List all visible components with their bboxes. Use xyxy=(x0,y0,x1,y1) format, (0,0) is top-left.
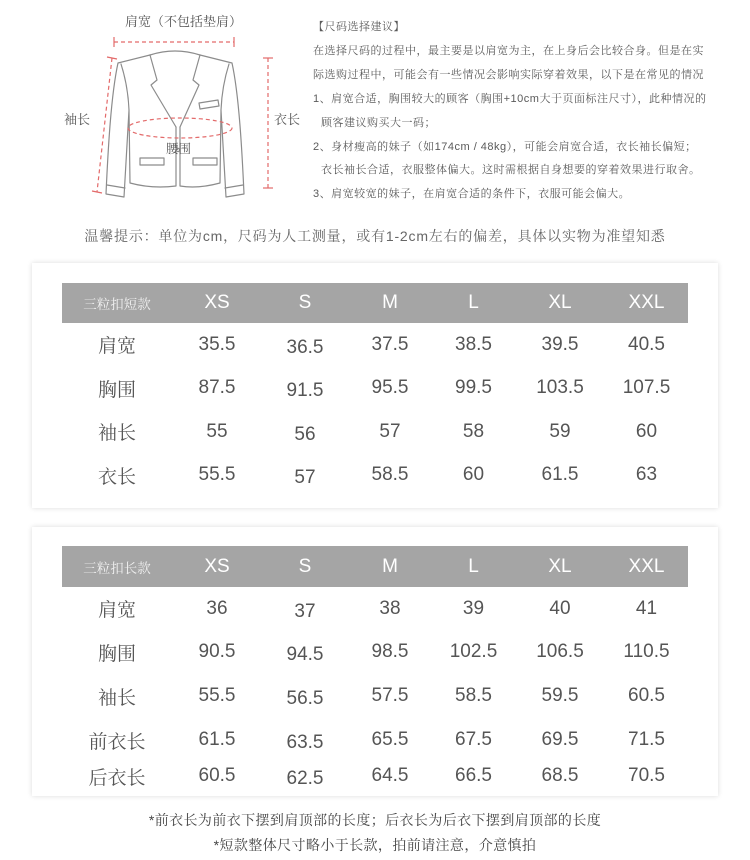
row-label: 袖长 xyxy=(97,687,136,709)
cell-value: 57.5 xyxy=(371,685,409,706)
cell-value: 37 xyxy=(294,600,316,622)
cell-value: 65.5 xyxy=(371,729,409,750)
cell-value: 99.5 xyxy=(455,377,492,399)
size-header-l: L xyxy=(468,555,479,577)
table-row xyxy=(62,587,688,630)
table-row xyxy=(62,323,688,367)
row-label: 衣长 xyxy=(97,466,136,488)
size-header-xs: XS xyxy=(204,555,230,577)
right-lapel xyxy=(180,55,200,127)
advice-item-line: 1、肩宽合适，胸围较大的顾客（胸围+10cm大于页面标注尺寸），此种情况的 xyxy=(313,92,707,105)
waist-label: 腰围 xyxy=(166,142,192,156)
cell-value: 70.5 xyxy=(628,765,665,786)
table-header-row xyxy=(62,546,688,587)
cell-value: 94.5 xyxy=(286,644,324,665)
table-row xyxy=(62,630,688,674)
cell-value: 106.5 xyxy=(536,641,584,662)
cell-value: 58.5 xyxy=(455,685,492,706)
table-row xyxy=(62,367,688,411)
cell-value: 35.5 xyxy=(198,333,236,355)
cell-value: 60.5 xyxy=(198,765,236,786)
advice-item-line: 2、身材瘦高的妹子（如174cm / 48kg），可能会肩宽合适，衣长袖长偏短； xyxy=(313,140,697,153)
jacket-right-half xyxy=(180,55,244,197)
cell-value: 36.5 xyxy=(286,336,324,358)
jacket-left-half xyxy=(106,55,176,197)
cell-value: 68.5 xyxy=(541,765,579,786)
cell-value: 95.5 xyxy=(371,377,409,399)
size-header-xxl: XXL xyxy=(628,292,665,313)
table-row xyxy=(62,410,688,454)
cell-value: 60.5 xyxy=(628,685,665,706)
tip-text: 温馨提示：单位为cm，尺码为人工测量，或有1-2cm左右的偏差，具体以实物为准望知悉 xyxy=(84,228,666,244)
cell-value: 56 xyxy=(294,423,316,445)
size-header-xl: XL xyxy=(548,292,572,313)
cell-value: 98.5 xyxy=(371,641,409,662)
collar xyxy=(150,51,200,55)
cell-value: 71.5 xyxy=(628,729,665,750)
cell-value: 110.5 xyxy=(623,641,670,662)
cell-value: 38.5 xyxy=(455,333,492,355)
cell-value: 37.5 xyxy=(371,333,409,355)
size-header-xs: XS xyxy=(204,292,230,313)
cell-value: 61.5 xyxy=(541,464,579,486)
long-jacket-size-table xyxy=(32,527,718,796)
table-row xyxy=(62,674,688,718)
table-header-row xyxy=(62,283,688,323)
cell-value: 59 xyxy=(549,420,571,442)
table-body xyxy=(62,323,688,497)
size-header-s: S xyxy=(298,555,312,577)
advice-item xyxy=(313,136,706,184)
advice-item-line: 3、肩宽较宽的妹子，在肩宽合适的条件下，衣服可能会偏大。 xyxy=(313,188,631,201)
cell-value: 60 xyxy=(462,464,485,486)
advice-intro-line: 际选购过程中，可能会有一些情况会影响实际穿着效果，以下是在常见的情况 xyxy=(313,68,704,81)
sleeve-length-label: 袖长 xyxy=(64,112,91,127)
right-armhole-seam xyxy=(221,64,229,110)
size-header-l: L xyxy=(468,292,479,313)
cell-value: 63 xyxy=(635,464,658,486)
row-label: 胸围 xyxy=(97,379,136,401)
size-header-xxl: XXL xyxy=(628,555,665,577)
cell-value: 66.5 xyxy=(455,765,492,786)
row-label: 胸围 xyxy=(97,643,136,665)
cell-value: 41 xyxy=(635,597,658,619)
row-label: 后衣长 xyxy=(88,767,146,789)
cell-value: 67.5 xyxy=(455,729,492,750)
footnote-short-vs-long: *短款整体尺寸略小于长款，拍前请注意，介意慎拍 xyxy=(213,837,537,853)
cell-value: 58.5 xyxy=(371,464,409,486)
cell-value: 39 xyxy=(462,597,485,619)
size-advice xyxy=(313,16,706,207)
measurement-lines xyxy=(92,37,273,193)
cell-value: 103.5 xyxy=(536,377,584,399)
cell-value: 57 xyxy=(379,420,401,442)
left-lapel xyxy=(150,55,176,127)
advice-item-line: 衣长袖长合适，衣服整体偏大。这时需根据自身想要的穿着效果进行取舍。 xyxy=(321,164,701,177)
size-header-m: M xyxy=(382,555,398,577)
cell-value: 107.5 xyxy=(622,377,671,399)
advice-item-line: 顾客建议购买大一码； xyxy=(321,116,436,129)
short-jacket-size-table xyxy=(32,263,718,508)
breast-pocket xyxy=(199,100,219,109)
shoulder-width-label: 肩宽（不包括垫肩） xyxy=(125,14,243,29)
footnote-length-definition: *前衣长为前衣下摆到肩顶部的长度；后衣长为后衣下摆到肩顶部的长度 xyxy=(148,812,602,828)
cell-value: 40.5 xyxy=(628,333,665,355)
cell-value: 55 xyxy=(206,420,228,442)
advice-intro-line: 在选择尺码的过程中，最主要是以肩宽为主，在上身后会比较合身。但是在实 xyxy=(313,44,704,57)
advice-item xyxy=(313,183,706,207)
advice-title: 【尺码选择建议】 xyxy=(313,21,405,33)
cell-value: 55.5 xyxy=(198,464,236,486)
cell-value: 38 xyxy=(379,597,401,619)
row-label: 前衣长 xyxy=(88,731,146,753)
cell-value: 87.5 xyxy=(198,377,236,399)
cell-value: 60 xyxy=(635,420,658,442)
left-armhole-seam xyxy=(121,64,129,110)
row-label: 肩宽 xyxy=(97,600,136,621)
right-cuff-line xyxy=(225,185,243,188)
size-header-s: S xyxy=(298,292,312,313)
cell-value: 90.5 xyxy=(198,641,236,662)
table-row xyxy=(62,454,688,498)
cell-value: 36 xyxy=(206,597,228,619)
cell-value: 69.5 xyxy=(541,729,579,750)
cell-value: 62.5 xyxy=(286,768,324,789)
jacket-outline xyxy=(106,51,244,197)
table-body xyxy=(62,587,688,790)
cell-value: 56.5 xyxy=(286,688,324,709)
cell-value: 55.5 xyxy=(198,685,236,706)
right-pocket-flap xyxy=(193,158,217,165)
table-row xyxy=(62,762,688,790)
row-label: 袖长 xyxy=(97,423,136,445)
cell-value: 59.5 xyxy=(541,685,579,706)
jacket-illustration xyxy=(0,0,310,215)
table-title: 三粒扣短款 xyxy=(83,297,151,312)
cell-value: 57 xyxy=(294,467,316,489)
advice-body xyxy=(313,40,706,207)
table-row xyxy=(62,718,688,762)
cell-value: 61.5 xyxy=(198,729,236,750)
cell-value: 91.5 xyxy=(286,380,324,402)
body-length-label: 衣长 xyxy=(274,112,301,127)
left-cuff-line xyxy=(107,185,125,188)
cell-value: 64.5 xyxy=(371,765,409,786)
advice-item xyxy=(313,88,706,136)
table-title: 三粒扣长款 xyxy=(83,560,151,576)
cell-value: 102.5 xyxy=(449,641,498,662)
size-header-xl: XL xyxy=(548,555,572,577)
size-header-m: M xyxy=(382,292,398,313)
cell-value: 63.5 xyxy=(286,732,324,753)
cell-value: 39.5 xyxy=(541,333,579,355)
cell-value: 58 xyxy=(462,420,485,442)
left-pocket-flap xyxy=(140,158,164,165)
cell-value: 40 xyxy=(549,597,571,619)
row-label: 肩宽 xyxy=(97,336,136,358)
